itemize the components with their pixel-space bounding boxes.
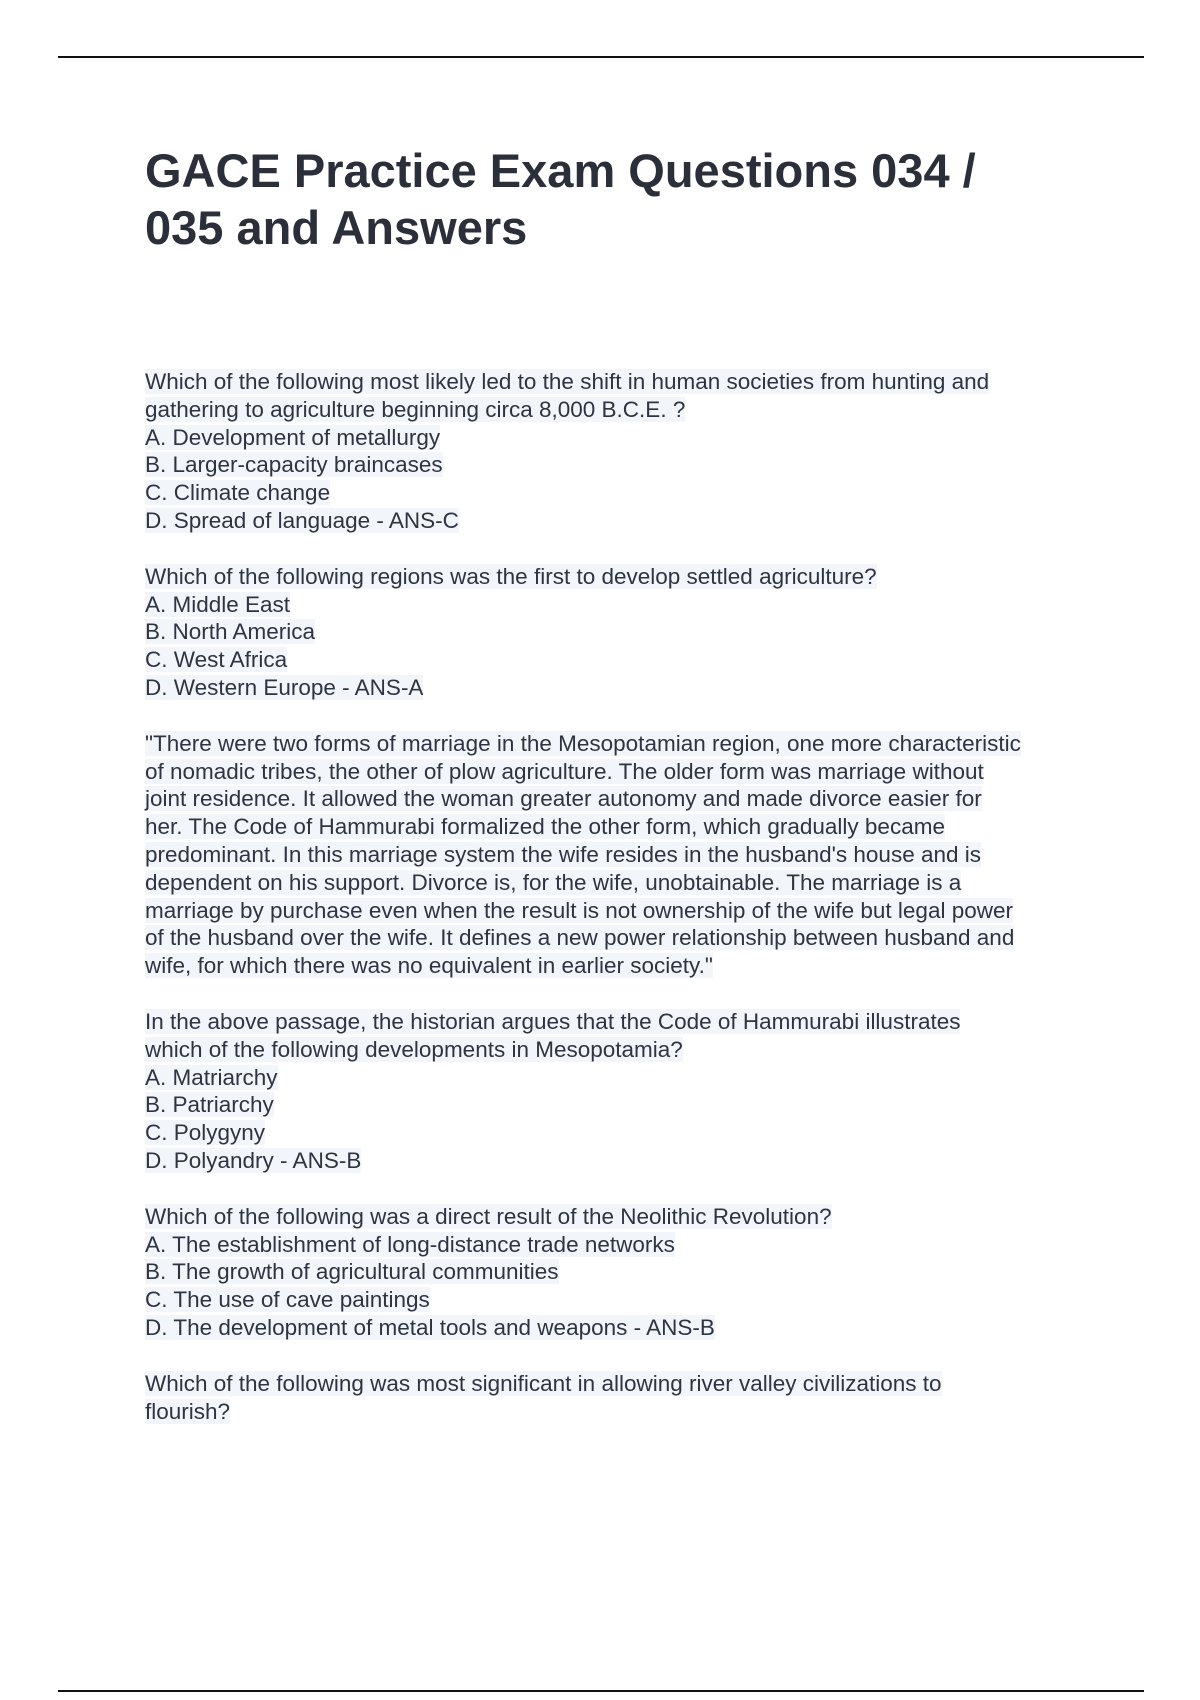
bottom-rule: [58, 1690, 1144, 1692]
text-line-content: C. West Africa: [145, 647, 288, 673]
text-line-content: of nomadic tribes, the other of plow agriculture. The older form was marriage without: [145, 758, 984, 784]
title-line: 035 and Answers: [145, 201, 528, 254]
text-line: [145, 646, 1095, 674]
text-line: [145, 1203, 1095, 1231]
text-line-content: B. Patriarchy: [145, 1092, 274, 1118]
question-block: [145, 368, 1095, 535]
text-line: [145, 591, 1095, 619]
text-line-content: D. Spread of language - ANS-C: [145, 507, 459, 533]
text-line: [145, 396, 1095, 424]
text-line-content: A. Middle East: [145, 591, 291, 617]
text-line-content: joint residence. It allowed the woman greater autonomy and made divorce easier for: [145, 786, 982, 812]
text-line-content: A. Development of metallurgy: [145, 424, 441, 450]
text-line-content: of the husband over the wife. It defines a new power relationship between husband and: [145, 925, 1015, 951]
text-line-content: dependent on his support. Divorce is, for the wife, unobtainable. The marriage is a: [145, 869, 962, 895]
text-line-content: Which of the following was a direct result of the Neolithic Revolution?: [145, 1203, 832, 1229]
text-line: [145, 507, 1095, 535]
text-line-content: Which of the following most likely led to the shift in human societies from hunting and: [145, 369, 990, 394]
text-line-content: Which of the following was most significant in allowing river valley civilizations to: [145, 1370, 942, 1396]
text-line: [145, 1314, 1095, 1342]
text-line: [145, 424, 1095, 452]
text-line-content: B. North America: [145, 619, 316, 645]
question-block: [145, 730, 1095, 980]
question-block: [145, 563, 1095, 702]
text-line: [145, 1119, 1095, 1147]
text-line-content: D. Polyandry - ANS-B: [145, 1147, 362, 1173]
text-line-content: which of the following developments in Mesopotamia?: [145, 1036, 683, 1062]
text-line: [145, 1231, 1095, 1259]
text-line-content: "There were two forms of marriage in the Mesopotamian region, one more characteristic: [145, 730, 1021, 756]
text-line: [145, 479, 1095, 507]
text-line: [145, 1258, 1095, 1286]
text-line: [145, 618, 1095, 646]
text-line-content: wife, for which there was no equivalent in earlier society.": [145, 953, 713, 979]
question-block: [145, 1008, 1095, 1175]
text-line-content: C. Polygyny: [145, 1120, 266, 1146]
text-line: [145, 1064, 1095, 1092]
text-line-content: marriage by purchase even when the result is not ownership of the wife but legal power: [145, 897, 1013, 923]
question-list: [145, 368, 1095, 1453]
text-line-content: A. The establishment of long-distance trade networks: [145, 1231, 675, 1257]
text-line: [145, 368, 1095, 396]
text-line-content: In the above passage, the historian argues that the Code of Hammurabi illustrates: [145, 1008, 961, 1034]
text-line: [145, 1147, 1095, 1175]
question-block: [145, 1370, 1095, 1426]
text-line: [145, 924, 1095, 952]
text-line-content: D. The development of metal tools and weapons - ANS-B: [145, 1314, 715, 1340]
text-line-content: her. The Code of Hammurabi formalized the other form, which gradually became: [145, 814, 945, 840]
text-line: [145, 730, 1095, 758]
title-line: GACE Practice Exam Questions 034 /: [145, 144, 976, 197]
text-line: [145, 813, 1095, 841]
text-line: [145, 1286, 1095, 1314]
text-line: [145, 563, 1095, 591]
text-line: [145, 1036, 1095, 1064]
text-line: [145, 897, 1095, 925]
question-block: [145, 1203, 1095, 1342]
text-line-content: C. Climate change: [145, 480, 331, 506]
text-line-content: gathering to agriculture beginning circa 8,000 B.C.E. ?: [145, 396, 686, 422]
text-line: [145, 869, 1095, 897]
text-line: [145, 1008, 1095, 1036]
text-line: [145, 952, 1095, 980]
text-line-content: flourish?: [145, 1398, 231, 1424]
text-line-content: B. Larger-capacity braincases: [145, 452, 443, 478]
text-line-content: Which of the following regions was the first to develop settled agriculture?: [145, 563, 877, 589]
top-rule: [58, 56, 1144, 58]
text-line: [145, 1370, 1095, 1398]
text-line: [145, 1398, 1095, 1426]
text-line-content: B. The growth of agricultural communities: [145, 1259, 559, 1285]
text-line: [145, 674, 1095, 702]
text-line-content: predominant. In this marriage system the wife resides in the husband's house and is: [145, 841, 981, 867]
document-title: [145, 142, 1085, 256]
text-line-content: C. The use of cave paintings: [145, 1287, 430, 1313]
text-line: [145, 758, 1095, 786]
text-line-content: D. Western Europe - ANS-A: [145, 674, 424, 700]
text-line-content: A. Matriarchy: [145, 1064, 278, 1090]
text-line: [145, 451, 1095, 479]
text-line: [145, 841, 1095, 869]
text-line: [145, 785, 1095, 813]
text-line: [145, 1091, 1095, 1119]
